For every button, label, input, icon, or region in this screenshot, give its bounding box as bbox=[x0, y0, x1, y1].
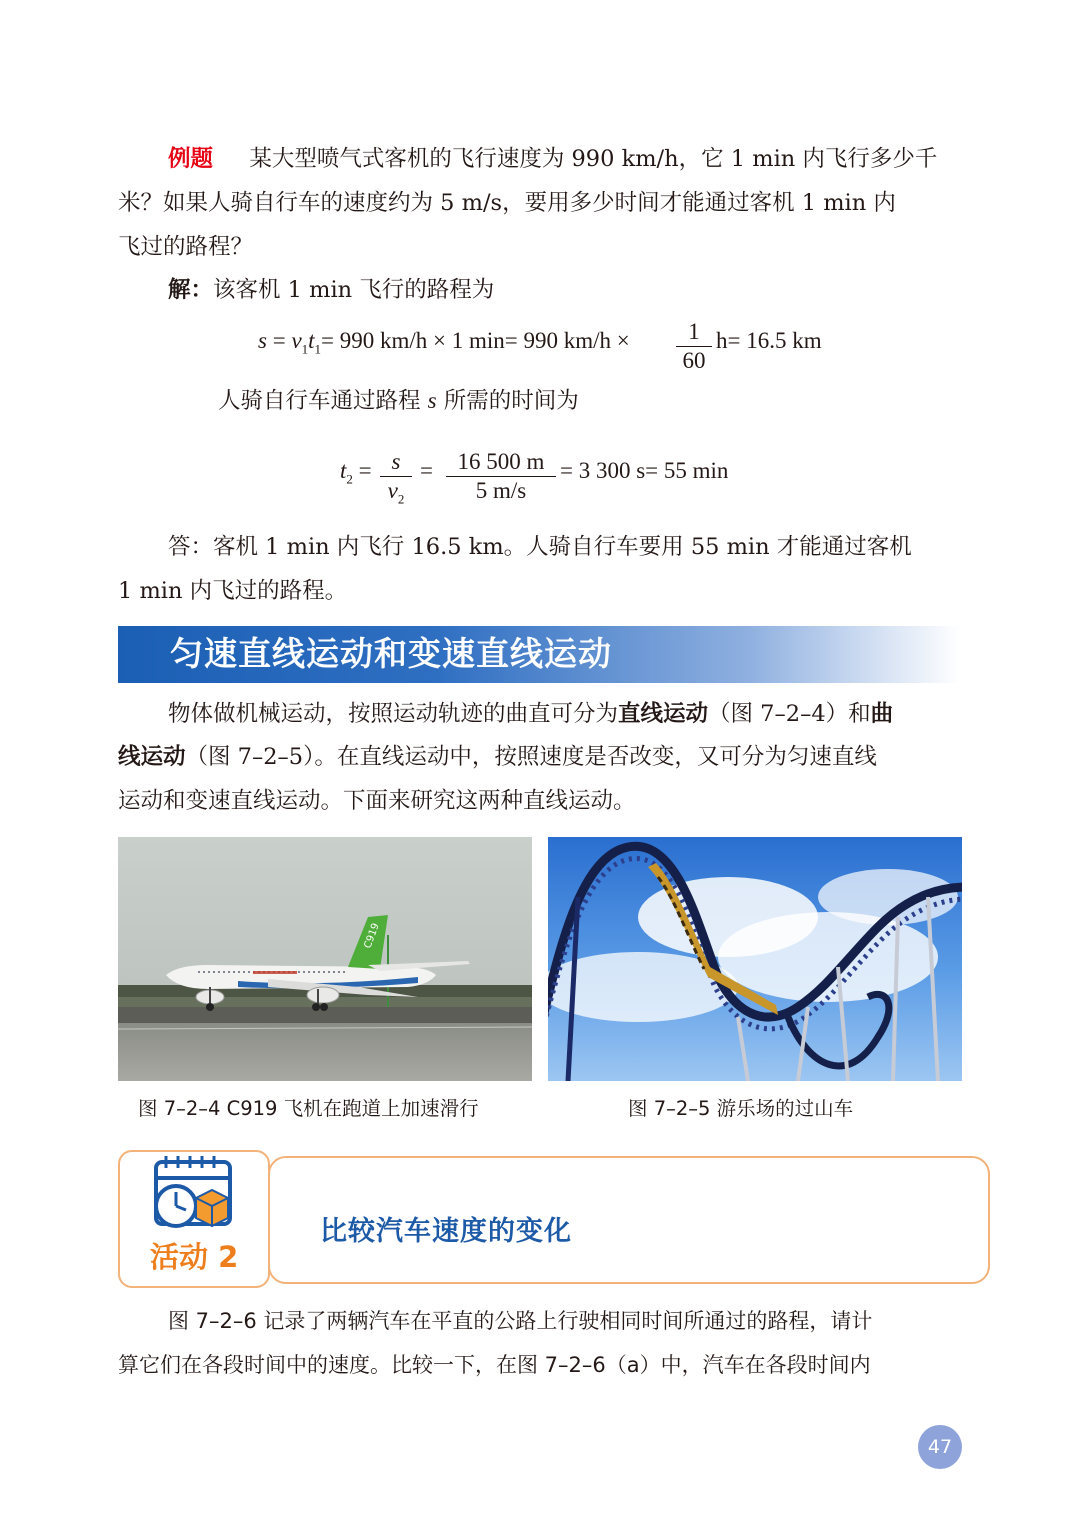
example-label: 例题 bbox=[168, 146, 214, 172]
equation-2-right: = 3 300 s= 55 min bbox=[560, 458, 729, 483]
intro-line-1 bbox=[168, 699, 893, 729]
example-line-2: 米？如果人骑自行车的速度约为 5 m/s，要用多少时间才能通过客机 1 min 内 bbox=[118, 190, 896, 216]
bike-line bbox=[218, 386, 579, 416]
roller-coaster-photo bbox=[548, 837, 962, 1081]
example-text-1: 某大型喷气式客机的飞行速度为 990 km/h，它 1 min 内飞行多少千 bbox=[249, 146, 938, 172]
equation-1-left: = 990 km/h × 1 min= 990 km/h × bbox=[321, 328, 630, 353]
example-line-1 bbox=[168, 144, 937, 174]
equation-1-fraction bbox=[676, 318, 712, 375]
equation-2-denominator-2: 5 m/s bbox=[475, 478, 527, 503]
answer-line-2: 1 min 内飞过的路程。 bbox=[118, 578, 348, 604]
activity-line-2: 算它们在各段时间中的速度。比较一下，在图 7–2–6（a）中，汽车在各段时间内 bbox=[118, 1353, 871, 1377]
bike-text-2: 所需的时间为 bbox=[443, 388, 579, 414]
equation-2-fraction-1 bbox=[380, 448, 412, 514]
figure-caption-1: 图 7–2–4 C919 飞机在跑道上加速滑行 bbox=[138, 1097, 479, 1120]
solution-line bbox=[168, 275, 494, 305]
intro-line-3: 运动和变速直线运动。下面来研究这两种直线运动。 bbox=[118, 788, 636, 814]
c919-airplane-photo bbox=[118, 837, 532, 1081]
equation-1: $s = v_1t_1= 990$ km/h × 1 min= 990 km/h × bbox=[258, 328, 630, 357]
equation-2-numerator-2: 16 500 m bbox=[457, 449, 545, 474]
activity-line-1: 图 7–2–6 记录了两辆汽车在平直的公路上行驶相同时间所通过的路程，请计 bbox=[168, 1309, 873, 1333]
activity-label: 活动 2 bbox=[150, 1240, 239, 1274]
example-line-3: 飞过的路程？ bbox=[118, 234, 254, 260]
term-curve-motion-start: 曲 bbox=[870, 701, 894, 727]
calendar-clock-icon bbox=[148, 1154, 238, 1236]
tail-label: C919 bbox=[362, 921, 382, 951]
solution-text: 该客机 1 min 飞行的路程为 bbox=[213, 277, 495, 303]
equation-2-numerator-1: s bbox=[391, 449, 401, 474]
equation-1-right: h= 16.5 km bbox=[716, 328, 822, 353]
intro-text-1a: 物体做机械运动，按照运动轨迹的曲直可分为 bbox=[168, 701, 619, 727]
equation-1-numerator: 1 bbox=[688, 319, 700, 344]
equation-2-denominator-sub: 2 bbox=[397, 491, 405, 507]
bike-variable: s bbox=[427, 388, 437, 413]
intro-line-2 bbox=[118, 742, 877, 772]
intro-text-1b: （图 7–2–4）和 bbox=[708, 701, 871, 727]
bike-text: 人骑自行车通过路程 bbox=[218, 388, 421, 414]
solution-label: 解： bbox=[168, 277, 214, 303]
activity-title: 比较汽车速度的变化 bbox=[320, 1216, 572, 1247]
equation-2-equals: = bbox=[420, 458, 433, 483]
answer-line-1: 答：客机 1 min 内飞行 16.5 km。人骑自行车要用 55 min 才能通过客机 bbox=[168, 534, 912, 560]
equation-1-denominator: 60 bbox=[682, 348, 706, 373]
equation-2-left: $t_2$ = bbox=[340, 458, 372, 487]
page-number: 47 bbox=[918, 1425, 962, 1469]
equation-2-denominator-1: v bbox=[387, 478, 398, 503]
term-curve-motion-end: 线运动 bbox=[118, 744, 186, 770]
section-title: 匀速直线运动和变速直线运动 bbox=[170, 634, 612, 673]
equation-2-fraction-2 bbox=[446, 448, 556, 505]
figure-caption-2: 图 7–2–5 游乐场的过山车 bbox=[628, 1097, 854, 1120]
term-straight-motion: 直线运动 bbox=[618, 701, 709, 727]
intro-text-2: （图 7–2–5）。在直线运动中，按照速度是否改变，又可分为匀速直线 bbox=[185, 744, 877, 770]
